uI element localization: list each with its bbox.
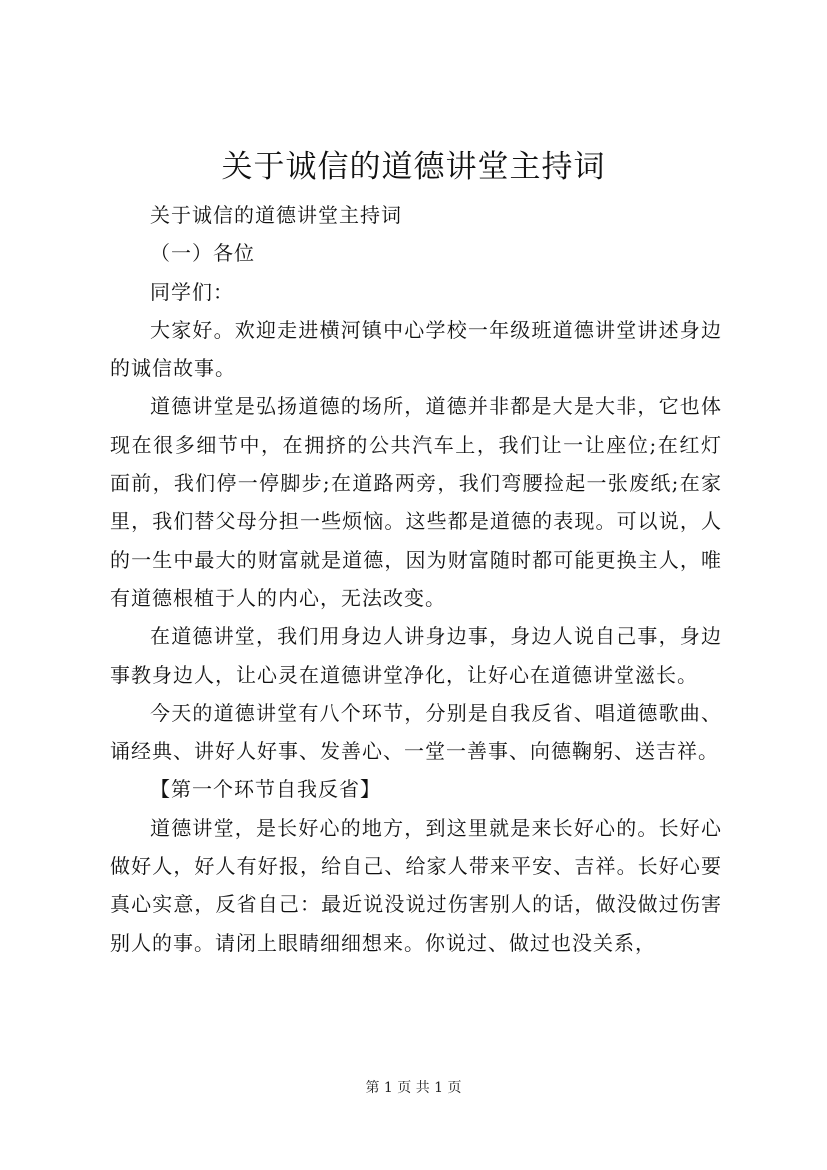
paragraph-purpose: 在道德讲堂，我们用身边人讲身边事，身边人说自己事，身边事教身边人，让心灵在道德讲堂净化，让好心在道德讲堂滋长。 <box>110 624 722 687</box>
paragraph-greeting-part1: （一）各位 <box>150 241 255 266</box>
section-heading-self-reflection: 【第一个环节自我反省】 <box>150 777 381 802</box>
paragraph-about-lecture-hall: 道德讲堂是弘扬道德的场所，道德并非都是大是大非，它也体现在很多细节中，在拥挤的公共汽车上，我们让一让座位;在红灯面前，我们停一停脚步;在道路两旁，我们弯腰捡起一张废纸;在家里，我们替父母分担一些烦恼。这些都是道德的表现。可以说，人的一生中最大的财富就是道德，因为财富随时都可能更换主人，唯有道德根植于人的内心，无法改变。 <box>110 394 722 610</box>
page-footer: 第 1 页 共 1 页 <box>365 1080 462 1096</box>
paragraph-self-reflection: 道德讲堂，是长好心的地方，到这里就是来长好心的。长好心做好人，好人有好报，给自己、给家人带来平安、吉祥。长好心要真心实意，反省自己：最近说没说过伤害别人的话，做没做过伤害别人的事。请闭上眼睛细细想来。你说过、做过也没关系， <box>110 815 722 955</box>
document-body <box>110 196 722 962</box>
paragraph-greeting-part2: 同学们： <box>150 279 234 304</box>
paragraph-subtitle: 关于诚信的道德讲堂主持词 <box>150 203 402 227</box>
paragraph-agenda: 今天的道德讲堂有八个环节，分别是自我反省、唱道德歌曲、诵经典、讲好人好事、发善心、一堂一善事、向德鞠躬、送吉祥。 <box>110 700 722 764</box>
document-title: 关于诚信的道德讲堂主持词 <box>221 149 606 185</box>
paragraph-welcome: 大家好。欢迎走进横河镇中心学校一年级班道德讲堂讲述身边的诚信故事。 <box>110 317 722 381</box>
